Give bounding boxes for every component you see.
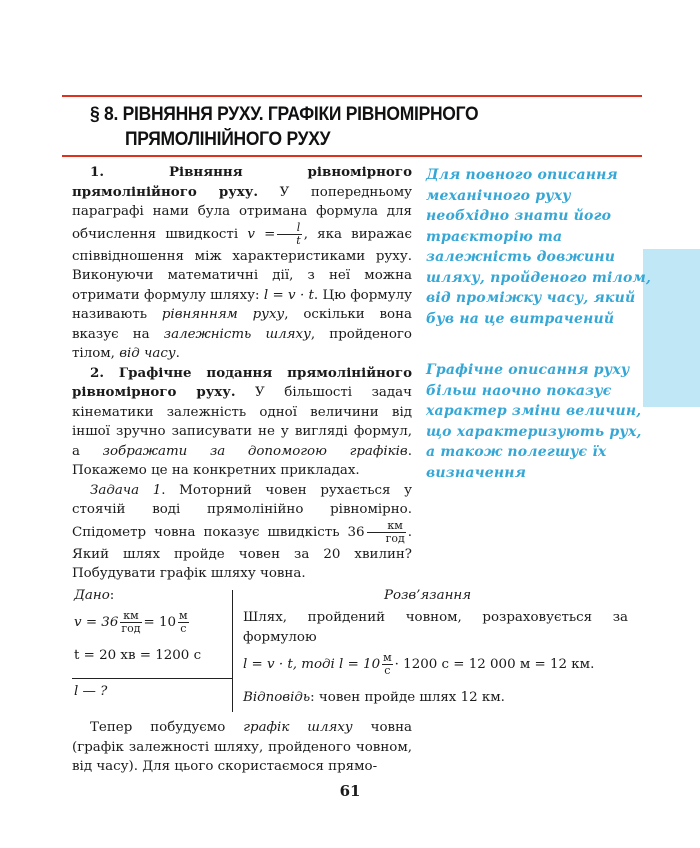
given-divider-horizontal	[72, 678, 232, 679]
unit-kmh: $\frac{км}{\text{год}}$	[367, 520, 406, 545]
section2-heading: 2. Графічне подання прямолінійного рівномірного руху.	[72, 364, 412, 400]
main-text	[72, 163, 412, 584]
solution-intro: Шлях, пройдений човном, розраховується за формулою	[243, 610, 628, 645]
closing-paragraph: Тепер побудуємо графік шляху човна (графік залежності шляху, пройденого човном, від часу). Для цього скористаємося прямо-	[72, 720, 412, 774]
page-title-line2: ПРЯМОЛІНІЙНОГО РУХУ	[125, 129, 331, 150]
solution-calculation: l = v · t, тоді l = 10 $\frac{м}{с}$ · 1200 с = 12 000 м = 12 км.	[243, 651, 595, 677]
page-number: 61	[339, 782, 361, 800]
velocity-formula: v =	[247, 226, 276, 242]
section1-paragraph: 1. Рівняння рівномірного прямолінійного руху. У попередньому параграфі нами була отримана формула для обчислення швидкості v = $\frac{l}{t}$ , яка виражає співвідношення між характеристиками руху. Виконуючи математичні дії, з неї можна отримати формулу шляху: l = v · t. Цю формулу називають рівнянням руху, оскільки вона вказує на залежність шляху, пройденого тілом, від часу.	[72, 164, 413, 361]
section2-paragraph: 2. Графічне подання прямолінійного рівномірного руху. У більшості задач кінематики залежність одної величини від іншої зручно записувати не у вигляді формул, а зображати за допомогою графіків. Покажемо це на конкретних прикладах.	[72, 364, 412, 478]
heading-bottom-rule	[62, 155, 642, 157]
page-title-line1: § 8. РІВНЯННЯ РУХУ. ГРАФІКИ РІВНОМІРНОГО	[90, 104, 479, 125]
given-divider-vertical	[232, 590, 233, 712]
fraction-l-over-t: $\frac{l}{t}$	[277, 222, 301, 247]
given-unknown: l — ?	[74, 684, 108, 699]
given-label: Дано:	[74, 588, 115, 603]
sidenote-1: Для повного описання механічного руху необхідно знати його траєкторію та залежність довжини шляху, пройденого тілом, від проміжку часу, який був на це витрачений	[426, 167, 652, 327]
task-paragraph: Задача 1. Моторний човен рухається у стоячій воді прямолінійно рівномірно. Спідометр човна показує швидкість 36 $\frac{км}{\text{год}}$ . Який шлях пройде човен за 20 хвилин? Побудувати графік шляху човна.	[72, 482, 413, 581]
sidenote-2: Графічне описання руху більш наочно показує характер зміни величин, що характеризують рух, а також полегшує їх визначення	[426, 362, 642, 481]
task-label: Задача 1	[90, 482, 162, 498]
path-formula: l = v · t	[263, 287, 314, 303]
given-time: t = 20 хв = 1200 с	[74, 648, 202, 663]
heading-top-rule	[62, 95, 642, 97]
solution-answer: Відповідь: човен пройде шлях 12 км.	[243, 690, 505, 705]
solution-title: Розв’язання	[384, 588, 472, 603]
given-velocity: v = 36 $\frac{км}{\text{год}}$ = 10 $\frac{м}{с}$	[74, 609, 188, 635]
section1-heading: 1. Рівняння рівномірного прямолінійного руху.	[72, 164, 412, 200]
